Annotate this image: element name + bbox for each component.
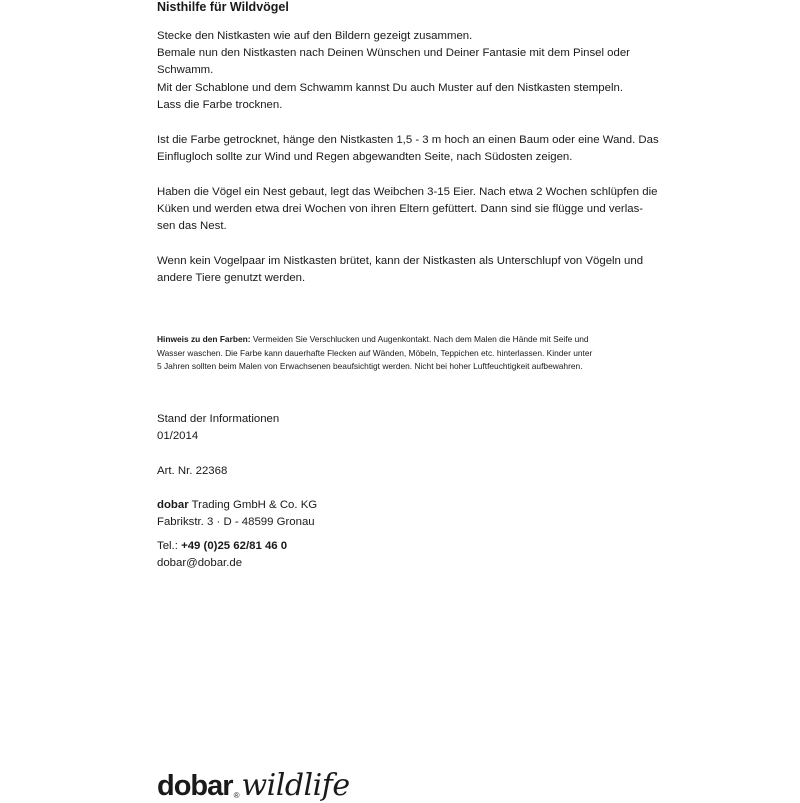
text-line: Haben die Vögel ein Nest gebaut, legt das Weibchen 3-15 Eier. Nach etwa 2 Wochen schlüpfen die bbox=[157, 186, 658, 198]
text-line: Küken und werden etwa drei Wochen von ihren Eltern gefüttert. Dann sind sie flügge und verlas- bbox=[157, 203, 644, 216]
note-label: Hinweis zu den Farben: bbox=[157, 334, 251, 344]
company-brand: dobar bbox=[157, 499, 189, 511]
text-line: andere Tiere genutzt werden. bbox=[157, 272, 306, 285]
status-date: 01/2014 bbox=[157, 430, 199, 443]
company-contact bbox=[157, 538, 287, 572]
company-name-rest: Trading GmbH & Co. KG bbox=[188, 499, 318, 511]
dobar-wildlife-logo bbox=[157, 762, 350, 802]
text-line: sen das Nest. bbox=[157, 220, 227, 233]
text-line: Schwamm. bbox=[157, 64, 214, 77]
note-text: Vermeiden Sie Verschlucken und Augenkontakt. Nach dem Malen die Hände mit Seife und bbox=[250, 334, 589, 344]
article-text: Art. Nr. 22368 bbox=[157, 465, 228, 477]
paint-safety-note bbox=[157, 333, 657, 374]
text-line: Ist die Farbe getrocknet, hänge den Nistkasten 1,5 - 3 m hoch an einen Baum oder eine Wand. Das bbox=[157, 134, 659, 146]
company-name bbox=[157, 497, 317, 514]
nesting-info bbox=[157, 184, 657, 236]
email-address: dobar@dobar.de bbox=[157, 557, 243, 570]
note-line: Wasser waschen. Die Farbe kann dauerhafte Flecken auf Wänden, Möbeln, Teppichen etc. hinterlassen. Kinder unter bbox=[157, 347, 593, 358]
note-line bbox=[157, 333, 657, 347]
info-status bbox=[157, 411, 279, 445]
page-title: Nisthilfe für Wildvögel bbox=[157, 0, 289, 14]
logo-subbrand: wildlife bbox=[241, 768, 350, 803]
logo-registered-mark: ® bbox=[233, 791, 240, 800]
text-line: Mit der Schablone und dem Schwamm kannst Du auch Muster auf den Nistkasten stempeln. bbox=[157, 81, 623, 94]
text-line: Wenn kein Vogelpaar im Nistkasten brütet, kann der Nistkasten als Unterschlupf von Vögeln und bbox=[157, 255, 644, 267]
text-line: Einflugloch sollte zur Wind und Regen abgewandten Seite, nach Südosten zeigen. bbox=[157, 151, 573, 164]
phone-label: Tel.: bbox=[157, 540, 182, 552]
company-street: Fabrikstr. 3 · D - 48599 Gronau bbox=[157, 516, 315, 529]
shelter-info bbox=[157, 253, 657, 287]
text-line: Bemale nun den Nistkasten nach Deinen Wünschen und Deiner Fantasie mit dem Pinsel oder bbox=[157, 47, 630, 60]
company-address bbox=[157, 497, 317, 531]
assembly-instructions bbox=[157, 28, 657, 114]
article-number bbox=[157, 463, 227, 480]
text-line: Stecke den Nistkasten wie auf den Bildern gezeigt zusammen. bbox=[157, 30, 473, 42]
status-label: Stand der Informationen bbox=[157, 413, 280, 425]
phone-number: +49 (0)25 62/81 46 0 bbox=[181, 540, 288, 552]
logo-brand: dobar bbox=[157, 770, 233, 802]
text-line: Lass die Farbe trocknen. bbox=[157, 98, 283, 111]
phone-line bbox=[157, 538, 287, 555]
note-line: 5 Jahren sollten beim Malen von Erwachsenen beaufsichtigt werden. Nicht bei hoher Luftfeuchtigkeit aufbewahren. bbox=[157, 361, 583, 371]
hanging-instructions bbox=[157, 132, 657, 166]
